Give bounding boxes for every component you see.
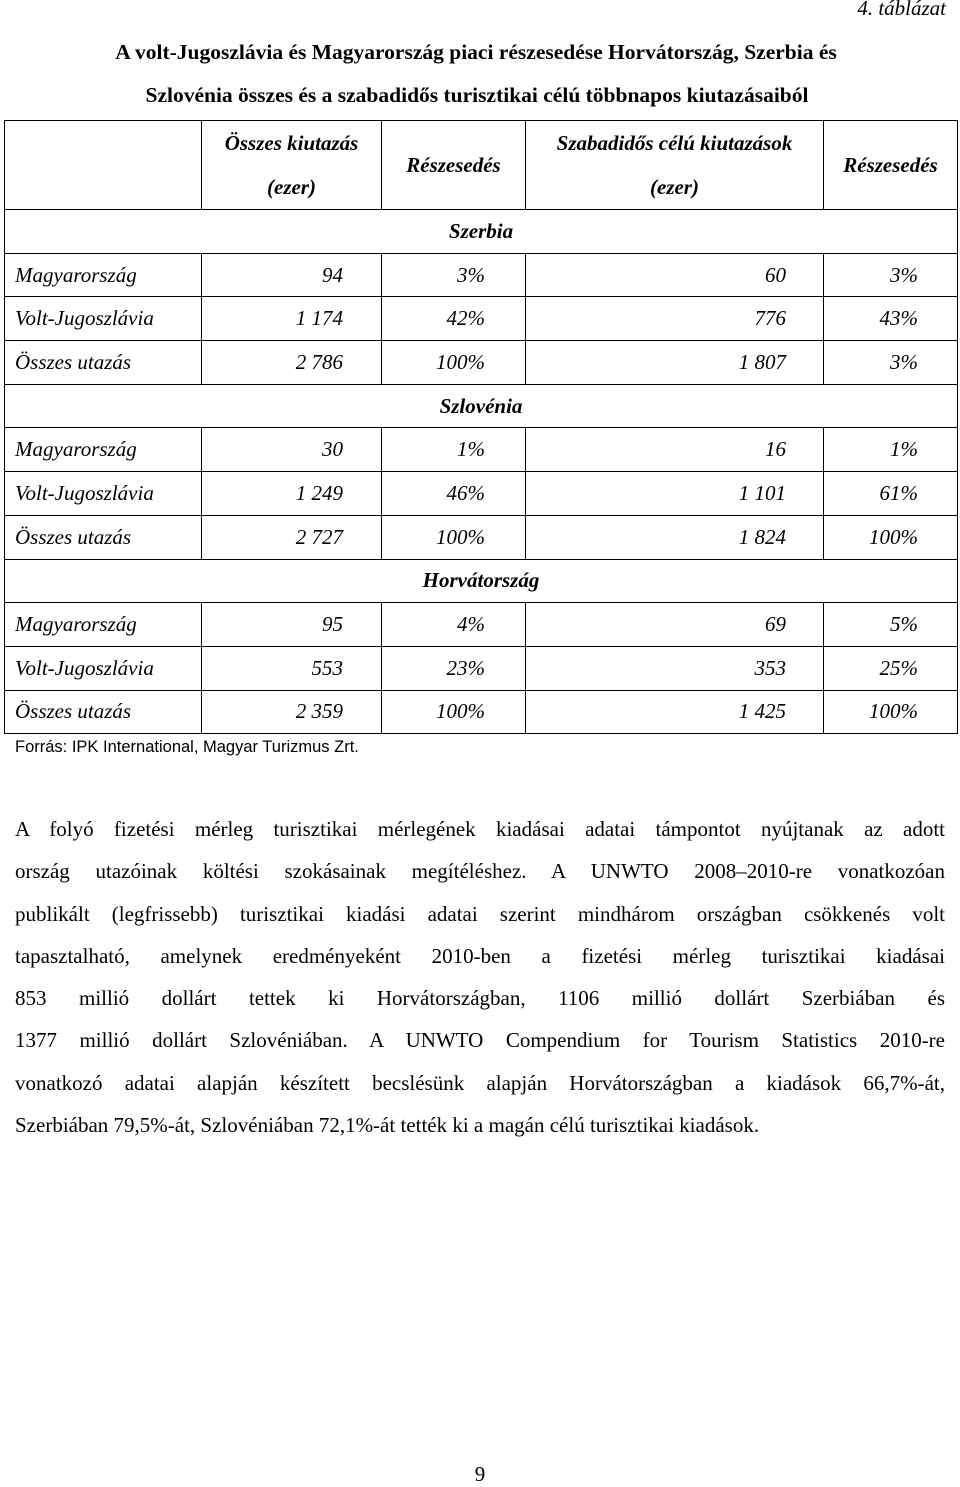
cell-leisure-share: 43%: [824, 297, 958, 341]
cell-leisure-share: 100%: [824, 690, 958, 734]
paragraph-line: publikált (legfrissebb) turisztikai kiadási adatai szerint mindhárom országban csökkenés volt: [15, 901, 945, 926]
cell-leisure: 60: [526, 253, 824, 297]
body-paragraph: [15, 808, 945, 1146]
cell-leisure: 1 824: [526, 515, 824, 559]
cell-share: 100%: [382, 690, 526, 734]
paragraph-line: A folyó fizetési mérleg turisztikai mérlegének kiadásai adatai támpontot nyújtanak az adott: [15, 817, 945, 841]
cell-leisure-share: 61%: [824, 472, 958, 516]
cell-leisure-share: 3%: [824, 341, 958, 385]
row-label: Volt-Jugoszlávia: [5, 297, 202, 341]
cell-total: 30: [202, 428, 382, 472]
paragraph-line: ország utazóinak költési szokásainak megítéléshez. A UNWTO 2008–2010-re vonatkozóan: [15, 859, 945, 884]
header-leisure-share: Részesedés: [824, 121, 958, 210]
header-total-trips-unit: (ezer): [267, 175, 316, 199]
row-label: Összes utazás: [5, 690, 202, 734]
row-label: Magyarország: [5, 253, 202, 297]
table-header-row: [5, 121, 958, 210]
table-row: [5, 297, 958, 341]
table-title-line-2: Szlovénia összes és a szabadidős turisztikai célú többnapos kiutazásaiból: [145, 83, 809, 107]
section-row: [5, 210, 958, 254]
cell-total: 553: [202, 646, 382, 690]
row-label: Magyarország: [5, 428, 202, 472]
section-row: [5, 384, 958, 428]
cell-leisure-share: 25%: [824, 646, 958, 690]
cell-total: 1 249: [202, 472, 382, 516]
paragraph-line: 1377 millió dollárt Szlovéniában. A UNWTO Compendium for Tourism Statistics 2010-re: [15, 1028, 945, 1053]
header-total-trips-label: Összes kiutazás: [224, 131, 359, 155]
cell-share: 23%: [382, 646, 526, 690]
cell-leisure: 1 807: [526, 341, 824, 385]
source-note: Forrás: IPK International, Magyar Turizmus Zrt.: [15, 738, 359, 756]
row-label: Összes utazás: [5, 341, 202, 385]
table-row: [5, 428, 958, 472]
table-label: 4. táblázat: [857, 0, 946, 20]
cell-leisure-share: 3%: [824, 253, 958, 297]
cell-leisure: 69: [526, 603, 824, 647]
cell-leisure: 776: [526, 297, 824, 341]
table-row: [5, 253, 958, 297]
table-row: [5, 515, 958, 559]
cell-total: 94: [202, 253, 382, 297]
header-leisure-trips-label: Szabadidős célú kiutazások: [556, 131, 793, 155]
header-leisure-trips: [526, 121, 824, 210]
row-label: Volt-Jugoszlávia: [5, 646, 202, 690]
cell-leisure-share: 5%: [824, 603, 958, 647]
cell-leisure-share: 100%: [824, 515, 958, 559]
market-share-table: [4, 120, 958, 734]
cell-share: 100%: [382, 341, 526, 385]
row-label: Magyarország: [5, 603, 202, 647]
table-row: [5, 646, 958, 690]
cell-share: 42%: [382, 297, 526, 341]
cell-leisure: 1 425: [526, 690, 824, 734]
paragraph-line: Szerbiában 79,5%-át, Szlovéniában 72,1%-át tették ki a magán célú turisztikai kiadások.: [15, 1113, 760, 1138]
row-label: Összes utazás: [5, 515, 202, 559]
section-title: Szlovénia: [5, 384, 958, 428]
table-row: [5, 603, 958, 647]
cell-leisure-share: 1%: [824, 428, 958, 472]
paragraph-line: 853 millió dollárt tettek ki Horvátországban, 1106 millió dollárt Szerbiában és: [15, 986, 945, 1011]
cell-share: 4%: [382, 603, 526, 647]
cell-share: 1%: [382, 428, 526, 472]
cell-leisure: 16: [526, 428, 824, 472]
cell-share: 46%: [382, 472, 526, 516]
header-share: Részesedés: [382, 121, 526, 210]
cell-total: 95: [202, 603, 382, 647]
cell-leisure: 1 101: [526, 472, 824, 516]
paragraph-line: vonatkozó adatai alapján készített becslésünk alapján Horvátországban a kiadások 66,7%-át,: [15, 1070, 945, 1095]
header-total-trips: [202, 121, 382, 210]
header-leisure-trips-unit: (ezer): [650, 175, 699, 199]
paragraph-line: tapasztalható, amelynek eredményeként 2010-ben a fizetési mérleg turisztikai kiadásai: [15, 943, 945, 968]
table-row: [5, 472, 958, 516]
section-title: Horvátország: [5, 559, 958, 603]
cell-leisure: 353: [526, 646, 824, 690]
cell-share: 3%: [382, 253, 526, 297]
cell-total: 2 786: [202, 341, 382, 385]
table-row: [5, 341, 958, 385]
table-row: [5, 690, 958, 734]
cell-total: 2 727: [202, 515, 382, 559]
table-title-line-1: A volt-Jugoszlávia és Magyarország piaci részesedése Horvátország, Szerbia és: [115, 40, 837, 64]
section-row: [5, 559, 958, 603]
row-label: Volt-Jugoszlávia: [5, 472, 202, 516]
page-number: 9: [474, 1462, 486, 1486]
cell-total: 2 359: [202, 690, 382, 734]
header-empty-cell: [5, 121, 202, 210]
cell-share: 100%: [382, 515, 526, 559]
cell-total: 1 174: [202, 297, 382, 341]
section-title: Szerbia: [5, 210, 958, 254]
